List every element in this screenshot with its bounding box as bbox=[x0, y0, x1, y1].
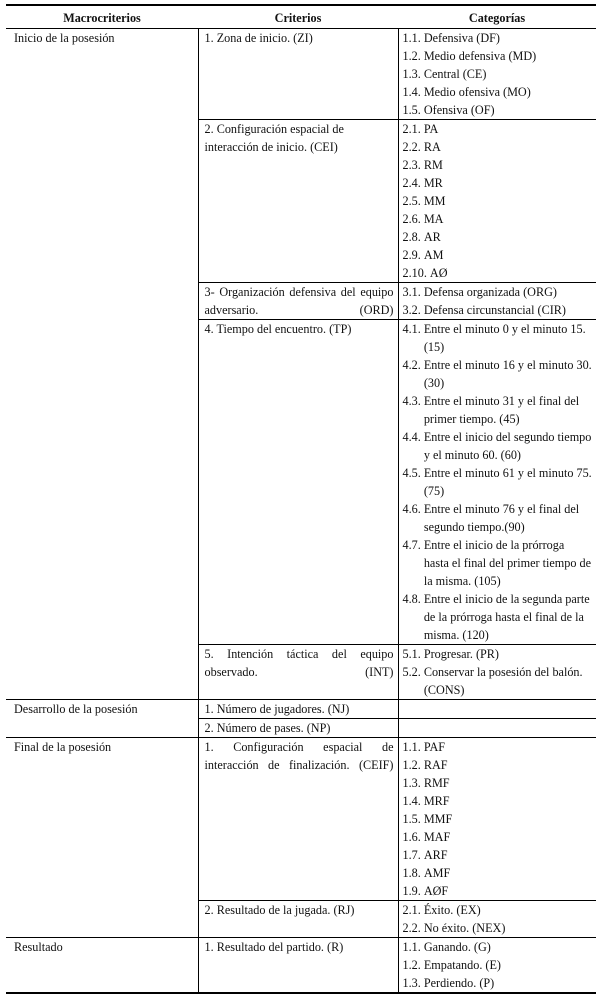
category-number: 2.9. bbox=[402, 248, 424, 262]
criterion-label: 5. Intención táctica del equipo observado. (INT) bbox=[204, 647, 394, 679]
category-item bbox=[403, 101, 593, 119]
category-label: Medio defensiva (MD) bbox=[423, 49, 537, 63]
category-label: MRF bbox=[423, 794, 450, 808]
macro-cell bbox=[6, 283, 198, 320]
criterion-cell bbox=[198, 283, 398, 320]
category-label: Éxito. (EX) bbox=[423, 903, 481, 917]
category-item bbox=[403, 83, 593, 101]
category-item bbox=[403, 120, 593, 138]
macro-cell bbox=[6, 719, 198, 738]
category-label: Entre el minuto 0 y el minuto 15. (15) bbox=[423, 322, 586, 354]
category-item bbox=[403, 228, 593, 246]
category-label: AØF bbox=[423, 884, 449, 898]
table-row bbox=[6, 320, 596, 645]
macro-cell bbox=[6, 700, 198, 719]
category-number: 5.2. bbox=[402, 665, 424, 679]
category-label: MR bbox=[423, 176, 443, 190]
criterion-label: 2. Número de pases. (NP) bbox=[204, 721, 331, 735]
category-item bbox=[403, 174, 593, 192]
category-number: 1.2. bbox=[402, 958, 424, 972]
category-number: 2.5. bbox=[402, 194, 424, 208]
category-number: 1.4. bbox=[402, 794, 424, 808]
category-number: 1.1. bbox=[402, 31, 424, 45]
category-number: 1.3. bbox=[402, 976, 424, 990]
category-label: PAF bbox=[423, 740, 446, 754]
categories-cell bbox=[398, 901, 596, 938]
category-label: Perdiendo. (P) bbox=[423, 976, 495, 990]
category-label: RAF bbox=[423, 758, 448, 772]
criterion-label: 3- Organización defensiva del equipo adversario. (ORD) bbox=[204, 285, 394, 317]
header-macrocriterios: Macrocriterios bbox=[6, 5, 198, 29]
macrocriterion-label: Final de la posesión bbox=[14, 740, 112, 754]
category-item bbox=[403, 738, 593, 756]
categories-cell bbox=[398, 645, 596, 700]
category-number: 1.3. bbox=[402, 776, 424, 790]
category-label: MAF bbox=[423, 830, 451, 844]
category-item bbox=[403, 156, 593, 174]
table-header bbox=[6, 5, 596, 29]
category-label: RM bbox=[423, 158, 443, 172]
criterion-label: 1. Zona de inicio. (ZI) bbox=[204, 31, 313, 45]
document bbox=[6, 4, 596, 994]
category-label: Entre el minuto 76 y el final del segundo tiempo.(90) bbox=[423, 502, 580, 534]
table-row bbox=[6, 738, 596, 901]
header-criterios: Criterios bbox=[198, 5, 398, 29]
table-row bbox=[6, 719, 596, 738]
category-label: No éxito. (NEX) bbox=[423, 921, 506, 935]
categories-cell bbox=[398, 938, 596, 994]
category-number: 4.8. bbox=[402, 592, 424, 606]
category-number: 1.5. bbox=[402, 103, 424, 117]
category-number: 1.1. bbox=[402, 740, 424, 754]
category-item bbox=[403, 29, 593, 47]
category-item bbox=[403, 974, 593, 992]
categories-cell bbox=[398, 283, 596, 320]
criterion-cell bbox=[198, 719, 398, 738]
category-item bbox=[403, 756, 593, 774]
category-item bbox=[403, 138, 593, 156]
category-label: Defensa circunstancial (CIR) bbox=[423, 303, 566, 317]
category-number: 2.4. bbox=[402, 176, 424, 190]
categories-cell bbox=[398, 320, 596, 645]
category-item bbox=[403, 356, 593, 392]
category-item bbox=[403, 428, 593, 464]
category-number: 2.8. bbox=[402, 230, 424, 244]
category-label: Progresar. (PR) bbox=[423, 647, 499, 661]
category-label: Ganando. (G) bbox=[423, 940, 491, 954]
criterion-cell bbox=[198, 120, 398, 283]
criterion-cell bbox=[198, 645, 398, 700]
category-item bbox=[403, 320, 593, 356]
category-label: Conservar la posesión del balón. (CONS) bbox=[423, 665, 583, 697]
category-item bbox=[403, 65, 593, 83]
category-item bbox=[403, 956, 593, 974]
category-number: 1.3. bbox=[402, 67, 424, 81]
category-label: Ofensiva (OF) bbox=[423, 103, 495, 117]
category-item bbox=[403, 210, 593, 228]
category-item bbox=[403, 792, 593, 810]
macrocriterion-label: Resultado bbox=[14, 940, 63, 954]
category-label: AM bbox=[423, 248, 444, 262]
category-number: 1.5. bbox=[402, 812, 424, 826]
category-item bbox=[403, 882, 593, 900]
category-number: 1.6. bbox=[402, 830, 424, 844]
header-categorias: Categorías bbox=[398, 5, 596, 29]
category-label: RA bbox=[423, 140, 441, 154]
categories-cell bbox=[398, 120, 596, 283]
category-label: Entre el minuto 16 y el minuto 30. (30) bbox=[423, 358, 592, 390]
category-item bbox=[403, 846, 593, 864]
category-item bbox=[403, 774, 593, 792]
macrocriterion-label: Desarrollo de la posesión bbox=[14, 702, 138, 716]
category-item bbox=[403, 864, 593, 882]
category-number: 1.7. bbox=[402, 848, 424, 862]
category-label: Entre el minuto 31 y el final del primer tiempo. (45) bbox=[423, 394, 580, 426]
table-row bbox=[6, 645, 596, 700]
category-label: MM bbox=[423, 194, 446, 208]
category-number: 4.5. bbox=[402, 466, 424, 480]
category-item bbox=[403, 645, 593, 663]
category-number: 1.2. bbox=[402, 49, 424, 63]
macro-cell bbox=[6, 901, 198, 938]
categories-cell bbox=[398, 719, 596, 738]
criterion-cell bbox=[198, 29, 398, 120]
category-label: Central (CE) bbox=[423, 67, 487, 81]
category-item bbox=[403, 828, 593, 846]
category-item bbox=[403, 919, 593, 937]
table-row bbox=[6, 901, 596, 938]
category-item bbox=[403, 901, 593, 919]
criterion-label: 2. Configuración espacial de interacción de inicio. (CEI) bbox=[204, 122, 344, 154]
category-item bbox=[403, 246, 593, 264]
category-item bbox=[403, 536, 593, 590]
table-row bbox=[6, 29, 596, 120]
criterion-label: 1. Resultado del partido. (R) bbox=[204, 940, 344, 954]
category-label: RMF bbox=[423, 776, 450, 790]
table-row bbox=[6, 120, 596, 283]
macro-cell bbox=[6, 120, 198, 283]
criterion-label: 1. Configuración espacial de interacción de finalización. (CEIF) bbox=[204, 740, 394, 772]
category-number: 3.2. bbox=[402, 303, 424, 317]
table-row bbox=[6, 283, 596, 320]
category-label: Defensa organizada (ORG) bbox=[423, 285, 557, 299]
category-number: 2.3. bbox=[402, 158, 424, 172]
categories-cell bbox=[398, 738, 596, 901]
category-label: ARF bbox=[423, 848, 448, 862]
categories-cell bbox=[398, 29, 596, 120]
category-item bbox=[403, 810, 593, 828]
category-label: AR bbox=[423, 230, 441, 244]
category-number: 1.2. bbox=[402, 758, 424, 772]
macro-cell bbox=[6, 738, 198, 901]
category-label: Entre el minuto 61 y el minuto 75. (75) bbox=[423, 466, 592, 498]
category-number: 3.1. bbox=[402, 285, 424, 299]
macro-cell bbox=[6, 320, 198, 645]
category-item bbox=[403, 264, 593, 282]
category-label: Empatando. (E) bbox=[423, 958, 501, 972]
criterion-cell bbox=[198, 320, 398, 645]
category-item bbox=[403, 663, 593, 699]
category-number: 5.1. bbox=[402, 647, 424, 661]
category-item bbox=[403, 301, 593, 319]
category-number: 2.1. bbox=[402, 903, 424, 917]
category-number: 4.1. bbox=[402, 322, 424, 336]
category-label: Entre el inicio del segundo tiempo y el minuto 60. (60) bbox=[423, 430, 592, 462]
macrocriterion-label: Inicio de la posesión bbox=[14, 31, 115, 45]
criterion-label: 2. Resultado de la jugada. (RJ) bbox=[204, 903, 355, 917]
category-number: 2.2. bbox=[402, 921, 424, 935]
category-label: AØ bbox=[429, 266, 448, 280]
category-item bbox=[403, 392, 593, 428]
category-label: Entre el inicio de la segunda parte de la prórroga hasta el final de la misma. (120) bbox=[423, 592, 590, 642]
criterion-label: 1. Número de jugadores. (NJ) bbox=[204, 702, 350, 716]
category-item bbox=[403, 47, 593, 65]
macro-cell bbox=[6, 645, 198, 700]
category-item bbox=[403, 192, 593, 210]
criterion-label: 4. Tiempo del encuentro. (TP) bbox=[204, 322, 352, 336]
header-row bbox=[6, 5, 596, 29]
criterion-cell bbox=[198, 738, 398, 901]
category-number: 2.6. bbox=[402, 212, 424, 226]
category-number: 1.4. bbox=[402, 85, 424, 99]
macro-cell bbox=[6, 938, 198, 994]
category-label: MMF bbox=[423, 812, 453, 826]
category-label: MA bbox=[423, 212, 444, 226]
category-item bbox=[403, 938, 593, 956]
categories-cell bbox=[398, 700, 596, 719]
category-number: 4.2. bbox=[402, 358, 424, 372]
category-item bbox=[403, 590, 593, 644]
category-label: Medio ofensiva (MO) bbox=[423, 85, 531, 99]
category-number: 2.10. bbox=[402, 266, 430, 280]
category-label: Defensiva (DF) bbox=[423, 31, 500, 45]
category-number: 4.4. bbox=[402, 430, 424, 444]
category-label: Entre el inicio de la prórroga hasta el final del primer tiempo de la misma. (105) bbox=[423, 538, 592, 588]
category-number: 4.7. bbox=[402, 538, 424, 552]
category-number: 2.2. bbox=[402, 140, 424, 154]
category-number: 1.9. bbox=[402, 884, 424, 898]
criterion-cell bbox=[198, 938, 398, 994]
category-number: 4.3. bbox=[402, 394, 424, 408]
category-label: AMF bbox=[423, 866, 451, 880]
macro-cell bbox=[6, 29, 198, 120]
criterion-cell bbox=[198, 901, 398, 938]
category-number: 2.1. bbox=[402, 122, 424, 136]
category-number: 4.6. bbox=[402, 502, 424, 516]
category-number: 1.8. bbox=[402, 866, 424, 880]
criterion-cell bbox=[198, 700, 398, 719]
category-number: 1.1. bbox=[402, 940, 424, 954]
criteria-table bbox=[6, 4, 596, 994]
table-body bbox=[6, 29, 596, 994]
category-item bbox=[403, 283, 593, 301]
category-item bbox=[403, 464, 593, 500]
table-row bbox=[6, 938, 596, 994]
category-label: PA bbox=[423, 122, 439, 136]
table-row bbox=[6, 700, 596, 719]
category-item bbox=[403, 500, 593, 536]
